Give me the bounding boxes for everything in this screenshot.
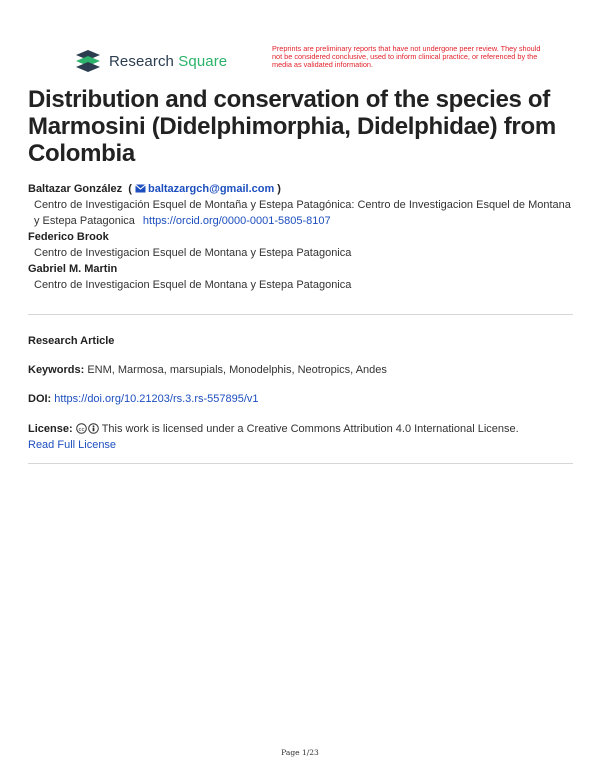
logo-wordmark	[109, 53, 227, 70]
author-3-name: Gabriel M. Martin	[28, 263, 118, 275]
article-type-label: Research Article	[28, 335, 115, 347]
author-1	[28, 181, 573, 197]
preprint-notice: Preprints are preliminary reports that have not undergone peer review. They should not be considered conclusive, used to inform clinical practice, or referenced by the media as validated information.	[272, 44, 541, 70]
keywords-label: Keywords:	[28, 364, 85, 376]
doi-line	[28, 391, 573, 407]
affiliation-text: Centro de Investigación Esquel de Montaña y Estepa Patagónica: Centro de Investigacion Esquel de Montana y Estepa Patagonica	[34, 199, 571, 227]
email-wrapper: ( baltazargch@gmail.com )	[125, 183, 281, 195]
keywords-line	[28, 362, 573, 378]
divider-bottom	[28, 463, 573, 464]
license-text: This work is licensed under a Creative Commons Attribution 4.0 International License.	[101, 423, 519, 435]
article-type	[28, 333, 573, 349]
read-full-license-link[interactable]: Read Full License	[28, 439, 117, 451]
svg-text:cc: cc	[78, 426, 85, 433]
logo-word-research: Research	[109, 52, 174, 70]
license-label: License:	[28, 423, 73, 435]
doi-link[interactable]: https://doi.org/10.21203/rs.3.rs-557895/v1	[54, 393, 259, 405]
author-email-link[interactable]: baltazargch@gmail.com	[147, 183, 275, 195]
divider-top	[28, 314, 573, 315]
author-list	[28, 181, 573, 293]
logo-word-square: Square	[178, 52, 228, 70]
page-number: Page 1/23	[281, 748, 319, 757]
creative-commons-icon	[76, 423, 100, 434]
doi-label: DOI:	[28, 393, 52, 405]
envelope-icon	[135, 184, 146, 193]
author-name: Baltazar González	[28, 183, 123, 195]
author-2-name: Federico Brook	[28, 231, 109, 243]
paper-title: Distribution and conservation of the species of Marmosini (Didelphimorphia, Didelphidae) from Colombia	[28, 86, 556, 167]
research-square-logo[interactable]	[74, 48, 227, 74]
author-1-affiliation	[28, 197, 573, 229]
research-square-logo-icon	[74, 49, 102, 73]
orcid-link[interactable]: https://orcid.org/0000-0001-5805-8107	[142, 215, 331, 227]
author-2-affiliation: Centro de Investigacion Esquel de Montana y Estepa Patagonica	[34, 247, 352, 259]
license-line	[28, 421, 573, 453]
keywords-value: ENM, Marmosa, marsupials, Monodelphis, Neotropics, Andes	[87, 364, 387, 376]
author-3-affiliation: Centro de Investigacion Esquel de Montana y Estepa Patagonica	[34, 279, 352, 291]
